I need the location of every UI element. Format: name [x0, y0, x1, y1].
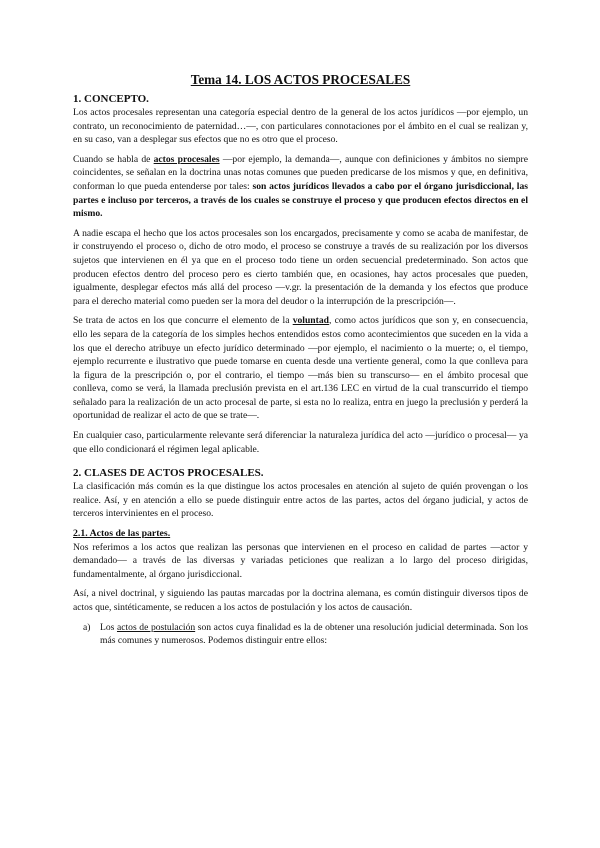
definition-bold: son actos jurídicos llevados a cabo por el órgano jurisdiccional, las partes e incluso por terceros, a través de los cuales se construye el proceso y que producen efectos directos en el mismo.	[73, 180, 528, 220]
term-actos-procesales: actos procesales	[153, 153, 220, 165]
ordered-list	[73, 621, 528, 648]
paragraph: Nos referimos a los actos que realizan las personas que intervienen en el proceso en calidad de partes —actor y demandado— a través de las diversas y variadas peticiones que realizan a lo largo del proceso dirigidas, fundamentalmente, al órgano jurisdiccional.	[73, 541, 528, 580]
paragraph: A nadie escapa el hecho que los actos procesales son los encargados, precisamente y como se acaba de manifestar, de ir construyendo el proceso o, dicho de otro modo, el proceso se construye a través de su realización por los diversos sujetos que intervienen en él ya que en el proceso todo tiene un orden secuencial predeterminado. Son actos que producen efectos dentro del proceso pero es cierto también que, en ocasiones, hay actos procesales que pueden, igualmente, desplegar efectos más allá del proceso —v.gr. la presentación de la demanda y los efectos que produce para el derecho material como pueden ser la mora del deudor o la interrupción de la prescripción—.	[73, 227, 528, 307]
document-page	[73, 72, 528, 648]
term-actos-postulacion: actos de postulación	[116, 621, 196, 633]
paragraph: Los actos procesales representan una categoría especial dentro de la general de los actos jurídicos —por ejemplo, un contrato, un reconocimiento de paternidad…—, con particulares connotaciones por el ámbito en el cual se realizan y, en su caso, van a desplegar sus efectos que no es otro que el proceso.	[73, 107, 528, 146]
term-voluntad: voluntad	[292, 315, 329, 327]
list-item: a) Los actos de postulación son actos cuya finalidad es la de obtener una resolución judicial determinada. Son los más comunes y numerosos. Podemos distinguir entre ellos:	[83, 621, 528, 647]
section-heading-clases: 2. CLASES DE ACTOS PROCESALES.	[73, 467, 264, 480]
paragraph: En cualquier caso, particularmente relevante será diferenciar la naturaleza jurídica del acto —jurídico o procesal— ya que ello condicionará el régimen legal aplicable.	[73, 430, 528, 455]
paragraph: Así, a nivel doctrinal, y siguiendo las pautas marcadas por la doctrina alemana, es común distinguir diversos tipos de actos que, sintéticamente, se reducen a los actos de postulación y los actos de causación.	[73, 588, 528, 613]
section-heading-concepto: 1. CONCEPTO.	[73, 93, 149, 105]
subsection-heading-actos-partes: 2.1. Actos de las partes.	[73, 528, 171, 540]
paragraph: Cuando se habla de actos procesales —por ejemplo, la demanda—, aunque con definiciones y ámbitos no siempre coincidentes, se señalan en la doctrina unas notas comunes que pueden predicarse de los mismos y que, en definitiva, conforman lo que pueda entenderse por tales: son actos jurídicos llevados a cabo por el órgano jurisdiccional, las partes e incluso por terceros, a través de los cuales se construye el proceso y que producen efectos directos en el mismo.	[73, 153, 528, 220]
paragraph: Se trata de actos en los que concurre el elemento de la voluntad, como actos jurídicos que son y, en consecuencia, ello les separa de la categoría de los simples hechos entendidos estos como acontecimientos que suceden en la vida a los que el derecho atribuye un efecto jurídico determinado —por ejemplo, el nacimiento o la muerte; o, el tiempo, ejemplo recurrente e ilustrativo que puede tomarse en cuenta desde una vertiente general, como la que conlleva para la figura de la prescripción o, por el contrario, el tiempo —más bien su transcurso— en el ámbito procesal que conlleva, como se verá, la llamada preclusión prevista en el art.136 LEC en virtud de la cual transcurrido el tiempo señalado para la realización de un acto procesal de parte, si esta no lo realiza, entra en juego la preclusión y perderá la oportunidad de realizar el acto de que se trate—.	[73, 315, 528, 422]
document-title: Tema 14. LOS ACTOS PROCESALES	[190, 72, 411, 87]
paragraph: La clasificación más común es la que distingue los actos procesales en atención al sujeto de quién provengan o los realice. Así, y en atención a ello se puede distinguir entre actos de las partes, actos del órgano judicial, y actos de terceros intervinientes en el proceso.	[73, 481, 528, 520]
list-marker: a)	[83, 621, 91, 633]
